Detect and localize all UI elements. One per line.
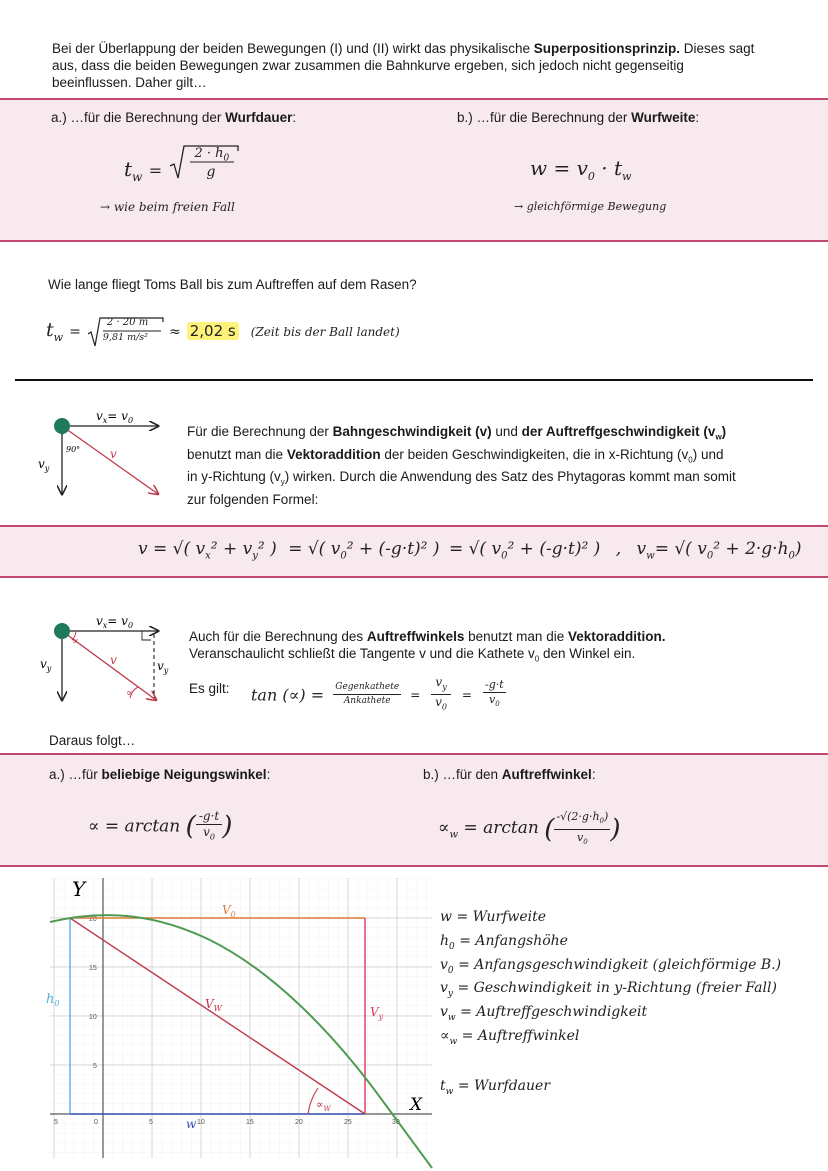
sqrt: [87, 316, 163, 346]
text: Veranschaulicht schließt die Tangente v und die Kathete v: [189, 646, 535, 661]
label-text: :: [266, 767, 271, 782]
x-tick: 30: [392, 1119, 400, 1126]
sub: w: [715, 432, 722, 442]
aw-sub: W: [323, 1105, 331, 1113]
intro-text: Bei der Überlappung der beiden Bewegungen (I) und (II) wirkt das physikalische: [52, 41, 534, 56]
intro-text: aus, dass die beiden Bewegungen zwar zusammen die Bahnkurve ergeben, sich jedoch nicht gegenseitig: [52, 58, 684, 73]
text: Auch für die Berechnung des: [189, 629, 367, 644]
text: ) und: [692, 446, 724, 462]
intro-bold: Superpositionsprinzip.: [533, 41, 681, 56]
fraction: [483, 678, 506, 711]
formula-symbol: t: [124, 157, 133, 181]
vx-symbol: v: [96, 614, 103, 628]
question-text: Wie lange fliegt Toms Ball bis zum Auftreffen auf dem Rasen?: [48, 277, 417, 292]
sub: 0: [534, 654, 540, 664]
legend-text: = Anfangsgeschwindigkeit (gleichförmige B.): [458, 956, 782, 973]
sub: x: [205, 550, 211, 562]
denominator: Ankathete: [343, 696, 391, 707]
label-text: a.) …für die Berechnung der: [51, 110, 226, 125]
y-tick: 10: [89, 1014, 97, 1021]
formula-box-winkel: [0, 753, 828, 867]
velocity-formulas: [138, 539, 802, 561]
vx-label: [96, 614, 133, 630]
bold: ): [721, 424, 727, 439]
formula-part: ² + (-g·t)² ): [346, 539, 440, 559]
intro-text: Dieses sagt: [680, 41, 755, 56]
formula-box-geschwindigkeit: [0, 525, 828, 578]
vx-eq-sub: 0: [127, 621, 134, 630]
vx-eq-sub: 0: [127, 416, 134, 425]
legend-text: = Auftreffgeschwindigkeit: [460, 1004, 648, 1021]
x-tick: 10: [197, 1119, 205, 1126]
vy-sub: y: [44, 464, 50, 473]
formula-part: ² + (-g·t)² ): [507, 539, 601, 559]
vy-label: [40, 657, 52, 673]
vector-text-1: [187, 423, 787, 508]
legend-text: = Anfangshöhe: [459, 932, 568, 949]
question-formula: $t_w$ = 2 · 20 m 9,81 m/s² ≈ 2,02 s (Zeit bis der Ball landet): [46, 316, 446, 350]
vector-diagram-1: [30, 402, 170, 504]
vector-diagram-2: [30, 610, 170, 712]
v0-sub: 0: [230, 910, 236, 919]
legend-item: [440, 979, 820, 1003]
text: zur folgenden Formel:: [187, 492, 319, 508]
legend-sub: w: [447, 1012, 456, 1023]
vy-label: [157, 659, 169, 675]
formula-part: = √( v: [448, 539, 502, 559]
daraus-folgt: Daraus folgt…: [49, 733, 136, 748]
sub: y: [280, 478, 285, 488]
formula-sub: w: [53, 330, 64, 344]
ball-dot: [54, 418, 70, 434]
formula-part: ): [794, 539, 802, 559]
formula-wurfdauer: $t_w$ = $2 \cdot h_0$ g: [124, 150, 240, 186]
y-axis-label: Y: [72, 877, 86, 901]
text: in y-Richtung (v: [187, 469, 281, 485]
formula-part: = √( v: [288, 539, 341, 559]
x-tick: 5: [54, 1119, 58, 1126]
bold: Bahngeschwindigkeit (v): [332, 424, 492, 439]
x-tick: 0: [94, 1119, 98, 1126]
legend-sub: y: [447, 989, 454, 1000]
vy-sub: y: [46, 664, 52, 673]
formula-part: v = √( v: [138, 539, 206, 559]
fraction: [333, 681, 401, 708]
equals: =: [410, 687, 421, 702]
denominator: v: [203, 825, 210, 839]
bold: Vektoraddition: [286, 446, 381, 462]
sub: 0: [501, 550, 508, 562]
label-bold: Wurfdauer: [225, 110, 293, 125]
x-tick: 25: [344, 1119, 352, 1126]
es-gilt-label: Es gilt:: [189, 681, 230, 696]
y-tick: 5: [93, 1063, 97, 1070]
legend-text: = Wurfdauer: [457, 1077, 551, 1094]
numerator: v: [435, 675, 443, 689]
formula-part: = √( v: [654, 539, 707, 559]
numerator: -g·t: [196, 809, 222, 825]
denominator: v: [488, 693, 496, 707]
vector-text-2: [189, 628, 789, 668]
v-label: v: [110, 447, 117, 461]
x-tick: 20: [295, 1119, 303, 1126]
vx-eq: = v: [107, 614, 128, 628]
legend-text: = Wurfweite: [456, 909, 546, 925]
vx-eq: = v: [107, 409, 128, 423]
intro-text: beeinflussen. Daher gilt…: [52, 75, 207, 90]
legend-symbol: ∝: [440, 1027, 450, 1044]
equals: =: [461, 687, 472, 702]
h0-sub: 0: [54, 999, 60, 1008]
formula-part: ² + v: [210, 539, 253, 559]
formula-part: ² + 2·g·h: [713, 539, 789, 559]
alpha-label: ∝: [72, 636, 79, 647]
intro-paragraph: [52, 40, 792, 91]
label-bold: Wurfweite: [631, 110, 696, 125]
sqrt: [168, 146, 240, 191]
tan-lhs: tan (∝) =: [251, 685, 325, 705]
label-bold: beliebige Neigungswinkel: [101, 767, 267, 782]
label-text: :: [695, 110, 700, 125]
formula-lhs: ∝ = arctan: [88, 816, 181, 837]
vy-symbol: v: [40, 657, 47, 671]
numerator: -g·t: [484, 678, 504, 692]
label-text: :: [292, 110, 297, 125]
vy-symbol: v: [157, 659, 164, 673]
legend-sub: w: [449, 1036, 458, 1047]
legend-item: [440, 956, 820, 980]
legend-item: [440, 1077, 820, 1101]
vy-label: [38, 457, 50, 473]
sub: 0: [599, 817, 605, 826]
label-text: b.) …für den: [423, 767, 502, 782]
formula-sub: w: [622, 170, 632, 183]
legend-text: = Auftreffwinkel: [461, 1027, 580, 1044]
formula-part: v: [636, 539, 647, 559]
vx-sub: x: [102, 621, 108, 630]
fraction: [431, 675, 450, 715]
numerator-sub: 0: [223, 153, 230, 164]
formula-rhs: · t: [601, 156, 623, 180]
w-label: w: [186, 1117, 197, 1131]
legend-sub: 0: [447, 965, 454, 976]
result-note: (Zeit bis der Ball landet): [250, 325, 400, 339]
trajectory-graph: [46, 877, 432, 1158]
formula-neigungswinkel: ∝ = arctan ( $\frac{-g\cdot t}{v_0}$ ): [88, 809, 232, 844]
formula-sub: w: [132, 170, 143, 184]
legend-item: [440, 932, 820, 956]
vy-sub: y: [163, 666, 169, 675]
legend-text: = Geschwindigkeit in y-Richtung (freier Fall): [457, 980, 777, 997]
formula-wurfweite: [530, 156, 631, 183]
numerator: -√(2·g·h: [556, 810, 600, 823]
legend: [440, 908, 820, 1101]
angle-label: 90°: [66, 445, 81, 454]
legend-symbol: v: [440, 1004, 448, 1021]
formula-sub: 0: [587, 170, 595, 183]
legend-symbol: v: [440, 980, 448, 997]
vw-sub: W: [213, 1004, 222, 1013]
sub: 0: [706, 550, 714, 562]
text: benutzt man die: [464, 629, 568, 644]
formula-lhs: = arctan: [463, 818, 539, 839]
sub: 0: [788, 550, 795, 562]
text: benutzt man die: [187, 446, 287, 462]
v-label: v: [110, 653, 117, 667]
x-tick: 5: [149, 1119, 153, 1126]
sub: w: [449, 829, 459, 841]
numerator: Gegenkathete: [333, 681, 401, 695]
legend-item: [440, 1027, 820, 1051]
formula-auftreffwinkel: $\propto_w = \arctan$ ( $\frac{-√(2\cdot g\cdot h_0)}{v_0}$ ): [438, 809, 620, 850]
denominator: v: [577, 831, 584, 845]
numerator: ): [604, 810, 609, 823]
alpha-label: ∝: [126, 688, 133, 699]
denominator: g: [206, 164, 216, 180]
label-b: [423, 767, 596, 782]
text: den Winkel ein.: [539, 646, 636, 661]
y-tick: 20: [89, 916, 97, 923]
formula-part: ² ): [257, 539, 277, 559]
vy-symbol: V: [370, 1005, 379, 1019]
legend-symbol: w: [440, 909, 452, 925]
note-gleichfoermig: → gleichförmige Bewegung: [514, 200, 667, 213]
v0-symbol: V: [222, 903, 231, 917]
vy-symbol: v: [38, 457, 45, 471]
denominator: 9,81 m/s²: [102, 332, 148, 343]
text: und: [491, 424, 522, 439]
tan-formula: [251, 675, 512, 712]
label-a: [51, 110, 296, 125]
aw-symbol: ∝: [316, 1098, 324, 1111]
x-axis-label: X: [410, 1095, 423, 1115]
sub: 0: [688, 455, 693, 465]
approx-sign: ≈: [168, 324, 181, 340]
legend-symbol: v: [440, 956, 448, 973]
numerator: 2 · 20 m: [106, 317, 149, 328]
legend-symbol: h: [440, 932, 450, 949]
text: Für die Berechnung der: [187, 424, 333, 439]
legend-sub: w: [445, 1086, 454, 1097]
label-bold: Auftreffwinkel: [501, 767, 592, 782]
sub: y: [252, 550, 258, 562]
formula-box-wurfdauer: [0, 98, 828, 242]
h0-symbol: h: [46, 992, 55, 1007]
label-a: [49, 767, 270, 782]
note-freier-fall: → wie beim freien Fall: [100, 200, 235, 214]
label-text: :: [591, 767, 596, 782]
x-tick: 15: [246, 1119, 254, 1126]
vx-sub: x: [102, 416, 108, 425]
bold: Auftreffwinkels: [366, 629, 465, 644]
legend-symbol: t: [440, 1077, 446, 1094]
bold: der Auftreffgeschwindigkeit (v: [521, 424, 716, 439]
sub: 0: [441, 702, 448, 712]
section-divider: [15, 379, 813, 381]
fraction: [196, 809, 222, 844]
sub: 0: [495, 700, 500, 709]
bold: Vektoraddition.: [567, 629, 666, 644]
label-text: a.) …für: [49, 767, 102, 782]
vx-symbol: v: [96, 409, 103, 423]
vw-symbol: V: [205, 997, 214, 1011]
legend-item: [440, 908, 820, 932]
text: der beiden Geschwindigkeiten, die in x-Richtung (v: [380, 446, 689, 462]
ball-dot: [54, 623, 70, 639]
y-tick: 15: [89, 965, 97, 972]
formula-lhs: w = v: [530, 156, 588, 180]
formula-lhs: ∝: [438, 818, 450, 839]
text: ) wirken. Durch die Anwendung des Satz des Phytagoras kommt man somit: [284, 469, 736, 485]
vy-sub: y: [378, 1012, 384, 1021]
label-b: [457, 110, 699, 125]
result-highlight: 2,02 s: [187, 322, 239, 340]
sub: w: [646, 550, 655, 562]
numerator: 2 · h: [194, 146, 224, 161]
label-text: b.) …für die Berechnung der: [457, 110, 632, 125]
comma: ,: [615, 539, 622, 559]
fraction: [554, 809, 610, 850]
legend-item: [440, 1003, 820, 1027]
formula-symbol: t: [46, 319, 54, 341]
legend-sub: 0: [449, 941, 455, 952]
sub: 0: [209, 832, 215, 842]
vx-label: [96, 409, 133, 425]
sub: 0: [583, 838, 588, 847]
sub: y: [442, 682, 447, 692]
denominator: v: [435, 695, 442, 710]
sub: 0: [340, 550, 347, 562]
